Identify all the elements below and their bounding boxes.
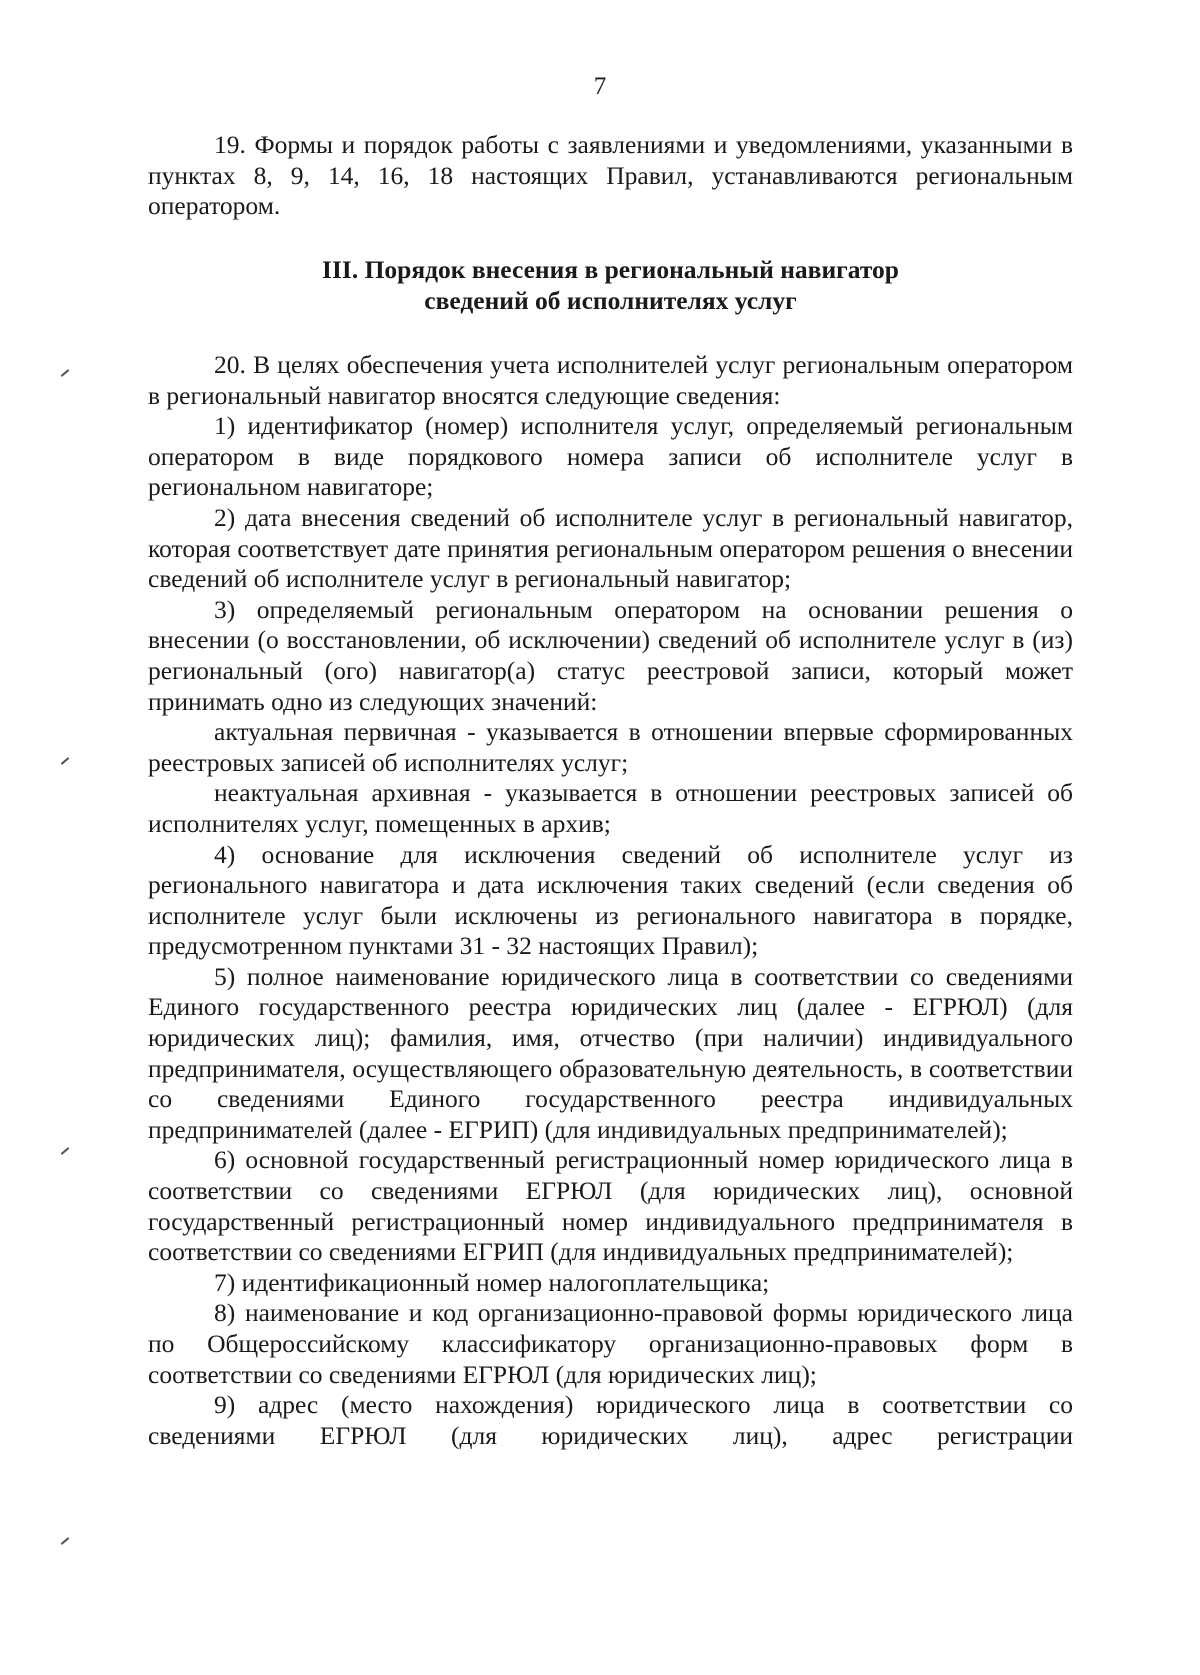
margin-tick-mark <box>61 369 70 377</box>
list-item-5: 5) полное наименование юридического лица в соответствии со сведениями Единого государственного реестра юридических лиц (далее - ЕГРЮЛ) (для юридических лиц); фамилия, имя, отчество (при наличии) индивидуального предпринимателя, осуществляющего образовательную деятельность, в соответствии со сведениями Единого государственного реестра индивидуальных предпринимателей (далее - ЕГРИП) (для индивидуальных предпринимателей); <box>148 961 1073 1144</box>
section-body <box>148 350 1073 1451</box>
status-value-archive: неактуальная архивная - указывается в отношении реестровых записей об исполнителях услуг, помещенных в архив; <box>148 778 1073 838</box>
paragraph-19: 19. Формы и порядок работы с заявлениями и уведомлениями, указанными в пунктах 8, 9, 14, 16, 18 настоящих Правил, устанавливаются региональным оператором. <box>148 130 1073 221</box>
list-item-7: 7) идентификационный номер налогоплательщика; <box>214 1267 770 1297</box>
margin-tick-mark <box>61 1147 70 1155</box>
list-item-4: 4) основание для исключения сведений об исполнителе услуг из регионального навигатора и дата исключения таких сведений (если сведения об исполнителе услуг были исключены из регионального навигатора в порядке, предусмотренном пунктами 31 - 32 настоящих Правил); <box>148 839 1073 961</box>
section-heading-line-1: III. Порядок внесения в региональный навигатор <box>322 255 899 284</box>
list-item-6: 6) основной государственный регистрационный номер юридического лица в соответствии со сведениями ЕГРЮЛ (для юридических лиц), основной государственный регистрационный номер индивидуального предпринимателя в соответствии со сведениями ЕГРИП (для индивидуальных предпринимателей); <box>148 1145 1073 1267</box>
list-item-1: 1) идентификатор (номер) исполнителя услуг, определяемый региональным оператором в виде порядкового номера записи об исполнителе услуг в региональном навигаторе; <box>148 411 1073 502</box>
status-value-actual: актуальная первичная - указывается в отношении впервые сформированных реестровых записей об исполнителях услуг; <box>148 717 1073 777</box>
margin-tick-mark <box>61 1537 70 1545</box>
list-item-2: 2) дата внесения сведений об исполнителе услуг в региональный навигатор, которая соответствует дате принятия региональным оператором решения о внесении сведений об исполнителе услуг в региональный навигатор; <box>148 502 1073 594</box>
section-heading <box>148 254 1073 316</box>
list-item-9: 9) адрес (место нахождения) юридического лица в соответствии со сведениями ЕГРЮЛ (для юридических лиц), адрес регистрации <box>148 1390 1073 1450</box>
list-item-3: 3) определяемый региональным оператором на основании решения о внесении (о восстановлении, об исключении) сведений об исполнителе услуг в (из) региональный (ого) навигатор(а) статус реестровой записи, который может принимать одно из следующих значений: <box>148 594 1073 716</box>
intro-block <box>148 130 1073 222</box>
section-heading-line-2: сведений об исполнителях услуг <box>424 286 797 315</box>
page-number: 7 <box>593 73 607 100</box>
margin-tick-mark <box>61 757 70 765</box>
list-item-8: 8) наименование и код организационно-правовой формы юридического лица по Общероссийскому классификатору организационно-правовых форм в соответствии со сведениями ЕГРЮЛ (для юридических лиц); <box>148 1298 1073 1389</box>
paragraph-20: 20. В целях обеспечения учета исполнителей услуг региональным оператором в региональный навигатор вносятся следующие сведения: <box>148 350 1073 410</box>
